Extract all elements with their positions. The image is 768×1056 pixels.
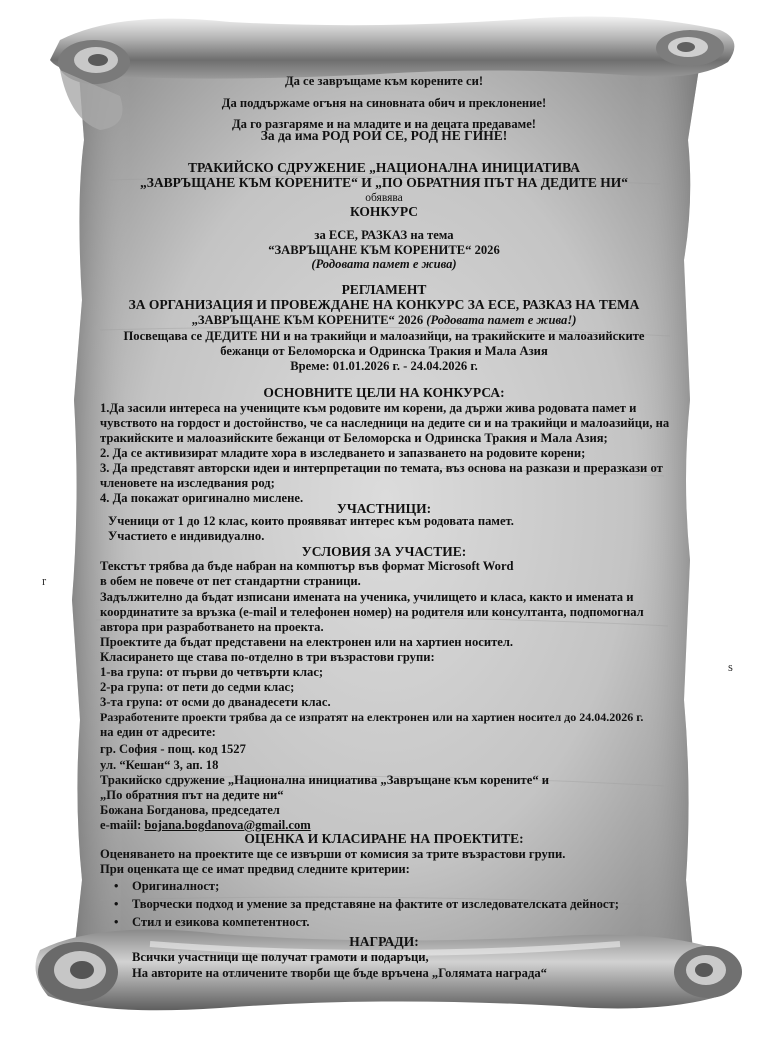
- goals-line: членовете на изследвания род;: [100, 476, 275, 490]
- email-link[interactable]: bojana.bogdanova@gmail.com: [144, 818, 311, 832]
- margin-mark: s: [728, 660, 733, 674]
- goals-line: тракийските и малоазийските бежанци от Беломорска и Одринска Тракия и Мала Азия;: [100, 431, 608, 445]
- conditions-line: автора при разработването на проекта.: [100, 620, 324, 634]
- conditions-heading: УСЛОВИЯ ЗА УЧАСТИЕ:: [301, 544, 467, 559]
- motto-line: Да поддържаме огъня на синовната обич и преклонение!: [221, 96, 547, 110]
- regulation-line: бежанци от Беломорска и Одринска Тракия и Мала Азия: [220, 344, 548, 358]
- motto-line: За да има РОД РОИ СЕ, РОД НЕ ГИНЕ!: [260, 128, 508, 143]
- regulation-line: ЗА ОРГАНИЗАЦИЯ И ПРОВЕЖДАНЕ НА КОНКУРС ЗА ЕСЕ, РАЗКАЗ НА ТЕМА: [128, 297, 640, 312]
- conditions-line: Задължително да бъдат изписани имената на ученика, училището и класа, както и имената и: [100, 590, 634, 604]
- awards-line: Всички участници ще получат грамоти и подаръци,: [132, 950, 429, 964]
- conditions-line: Класирането ще става по-отделно в три възрастови групи:: [100, 650, 435, 664]
- bullet-icon: •: [114, 879, 119, 893]
- conditions-line: 2-ра група: от пети до седми клас;: [100, 680, 295, 694]
- criteria-text: Стил и езикова компетентност.: [132, 915, 310, 929]
- goals-line: 1.Да засили интереса на учениците към родовите им корени, да държи жива родовата памет и: [100, 401, 637, 415]
- conditions-line: 3-та група: от осми до дванадесети клас.: [100, 695, 331, 709]
- conditions-line: на един от адресите:: [100, 725, 216, 739]
- margin-mark: r: [42, 574, 47, 588]
- awards-line: На авторите на отличените творби ще бъде връчена „Голямата награда“: [132, 966, 547, 980]
- organizer-title: ТРАКИЙСКО СДРУЖЕНИЕ „НАЦИОНАЛНА ИНИЦИАТИВА: [188, 160, 580, 175]
- conditions-line: Разработените проекти трябва да се изпратят на електронен или на хартиен носител до 24.04.2026 г.: [100, 710, 644, 724]
- topic-title: “ЗАВРЪЩАНЕ КЪМ КОРЕНИТЕ“ 2026: [268, 243, 500, 257]
- topic-intro: за ЕСЕ, РАЗКАЗ на тема: [314, 228, 454, 242]
- evaluation-line: Оценяването на проектите ще се извърши от комисия за трите възрастови групи.: [100, 847, 566, 861]
- bullet-icon: •: [114, 915, 119, 929]
- regulation-line: Посвещава се ДЕДИТЕ НИ и на тракийци и малоазийци, на тракийските и малоазийските: [123, 329, 645, 343]
- address-line: ул. “Кешан“ 3, ап. 18: [100, 758, 219, 772]
- evaluation-line: При оценката ще се имат предвид следните критерии:: [100, 862, 410, 876]
- criteria-text: Творчески подход и умение за представяне на фактите от изследователската дейност;: [132, 897, 619, 911]
- address-line: Тракийско сдружение „Национална инициатива „Завръщане към корените“ и: [100, 773, 550, 787]
- email-label: e-maiil:: [100, 818, 145, 832]
- contest-title: КОНКУРС: [349, 204, 419, 219]
- goals-line: 2. Да се активизират младите хора в изследването и запазването на родовите корени;: [100, 446, 586, 460]
- awards-heading: НАГРАДИ:: [349, 934, 419, 949]
- participants-line: Ученици от 1 до 12 клас, които проявяват интерес към родовата памет.: [108, 514, 514, 528]
- organizer-title: „ЗАВРЪЩАНЕ КЪМ КОРЕНИТЕ“ И „ПО ОБРАТНИЯ ПЪТ НА ДЕДИТЕ НИ“: [140, 175, 628, 190]
- regulation-line: [0, 313, 768, 328]
- topic-subtitle: (Родовата памет е жива): [311, 257, 457, 271]
- regulation-period: Време: 01.01.2026 г. - 24.04.2026 г.: [290, 359, 478, 373]
- criteria-item: [114, 915, 310, 930]
- participants-line: Участието е индивидуално.: [108, 529, 265, 543]
- address-line: гр. София - пощ. код 1527: [100, 742, 246, 756]
- participants-heading: УЧАСТНИЦИ:: [336, 501, 432, 516]
- conditions-line: в обем не повече от пет стандартни страници.: [100, 574, 361, 588]
- conditions-line: Проектите да бъдат представени на електронен или на хартиен носител.: [100, 635, 514, 649]
- announces-text: обявява: [365, 192, 403, 204]
- conditions-line: 1-ва група: от първи до четвърти клас;: [100, 665, 324, 679]
- goals-line: 3. Да представят авторски идеи и интерпретации по темата, въз основа на разкази и преразкази от: [100, 461, 663, 475]
- conditions-line: координатите за връзка (e-mail и телефонен номер) на родителя или консултанта, подпомогнал: [100, 605, 644, 619]
- motto-line: Да го разгаряме и на младите и на децата предаваме!: [232, 117, 536, 131]
- regulation-heading: РЕГЛАМЕНТ: [341, 282, 427, 297]
- regulation-line2-italic: (Родовата памет е жива!): [426, 313, 577, 327]
- evaluation-heading: ОЦЕНКА И КЛАСИРАНЕ НА ПРОЕКТИТЕ:: [244, 831, 524, 846]
- goals-line: 4. Да покажат оригинално мислене.: [100, 491, 304, 505]
- criteria-item: [114, 897, 619, 912]
- goals-line: чувството на гордост и достойнство, че са наследници на дедите си и на тракийци и малоазийци, на: [100, 416, 670, 430]
- criteria-text: Оригиналност;: [132, 879, 220, 893]
- conditions-line: Текстът трябва да бъде набран на компютър във формат Microsoft Word: [100, 559, 514, 573]
- motto-line: Да се завръщаме към корените си!: [284, 74, 484, 88]
- bullet-icon: •: [114, 897, 119, 911]
- criteria-item: [114, 879, 219, 894]
- goals-heading: ОСНОВНИТЕ ЦЕЛИ НА КОНКУРСА:: [263, 385, 505, 400]
- regulation-line2-main: „ЗАВРЪЩАНЕ КЪМ КОРЕНИТЕ“ 2026: [191, 313, 427, 327]
- address-line: Божана Богданова, председател: [100, 803, 280, 817]
- address-line: „По обратния път на дедите ни“: [100, 788, 284, 802]
